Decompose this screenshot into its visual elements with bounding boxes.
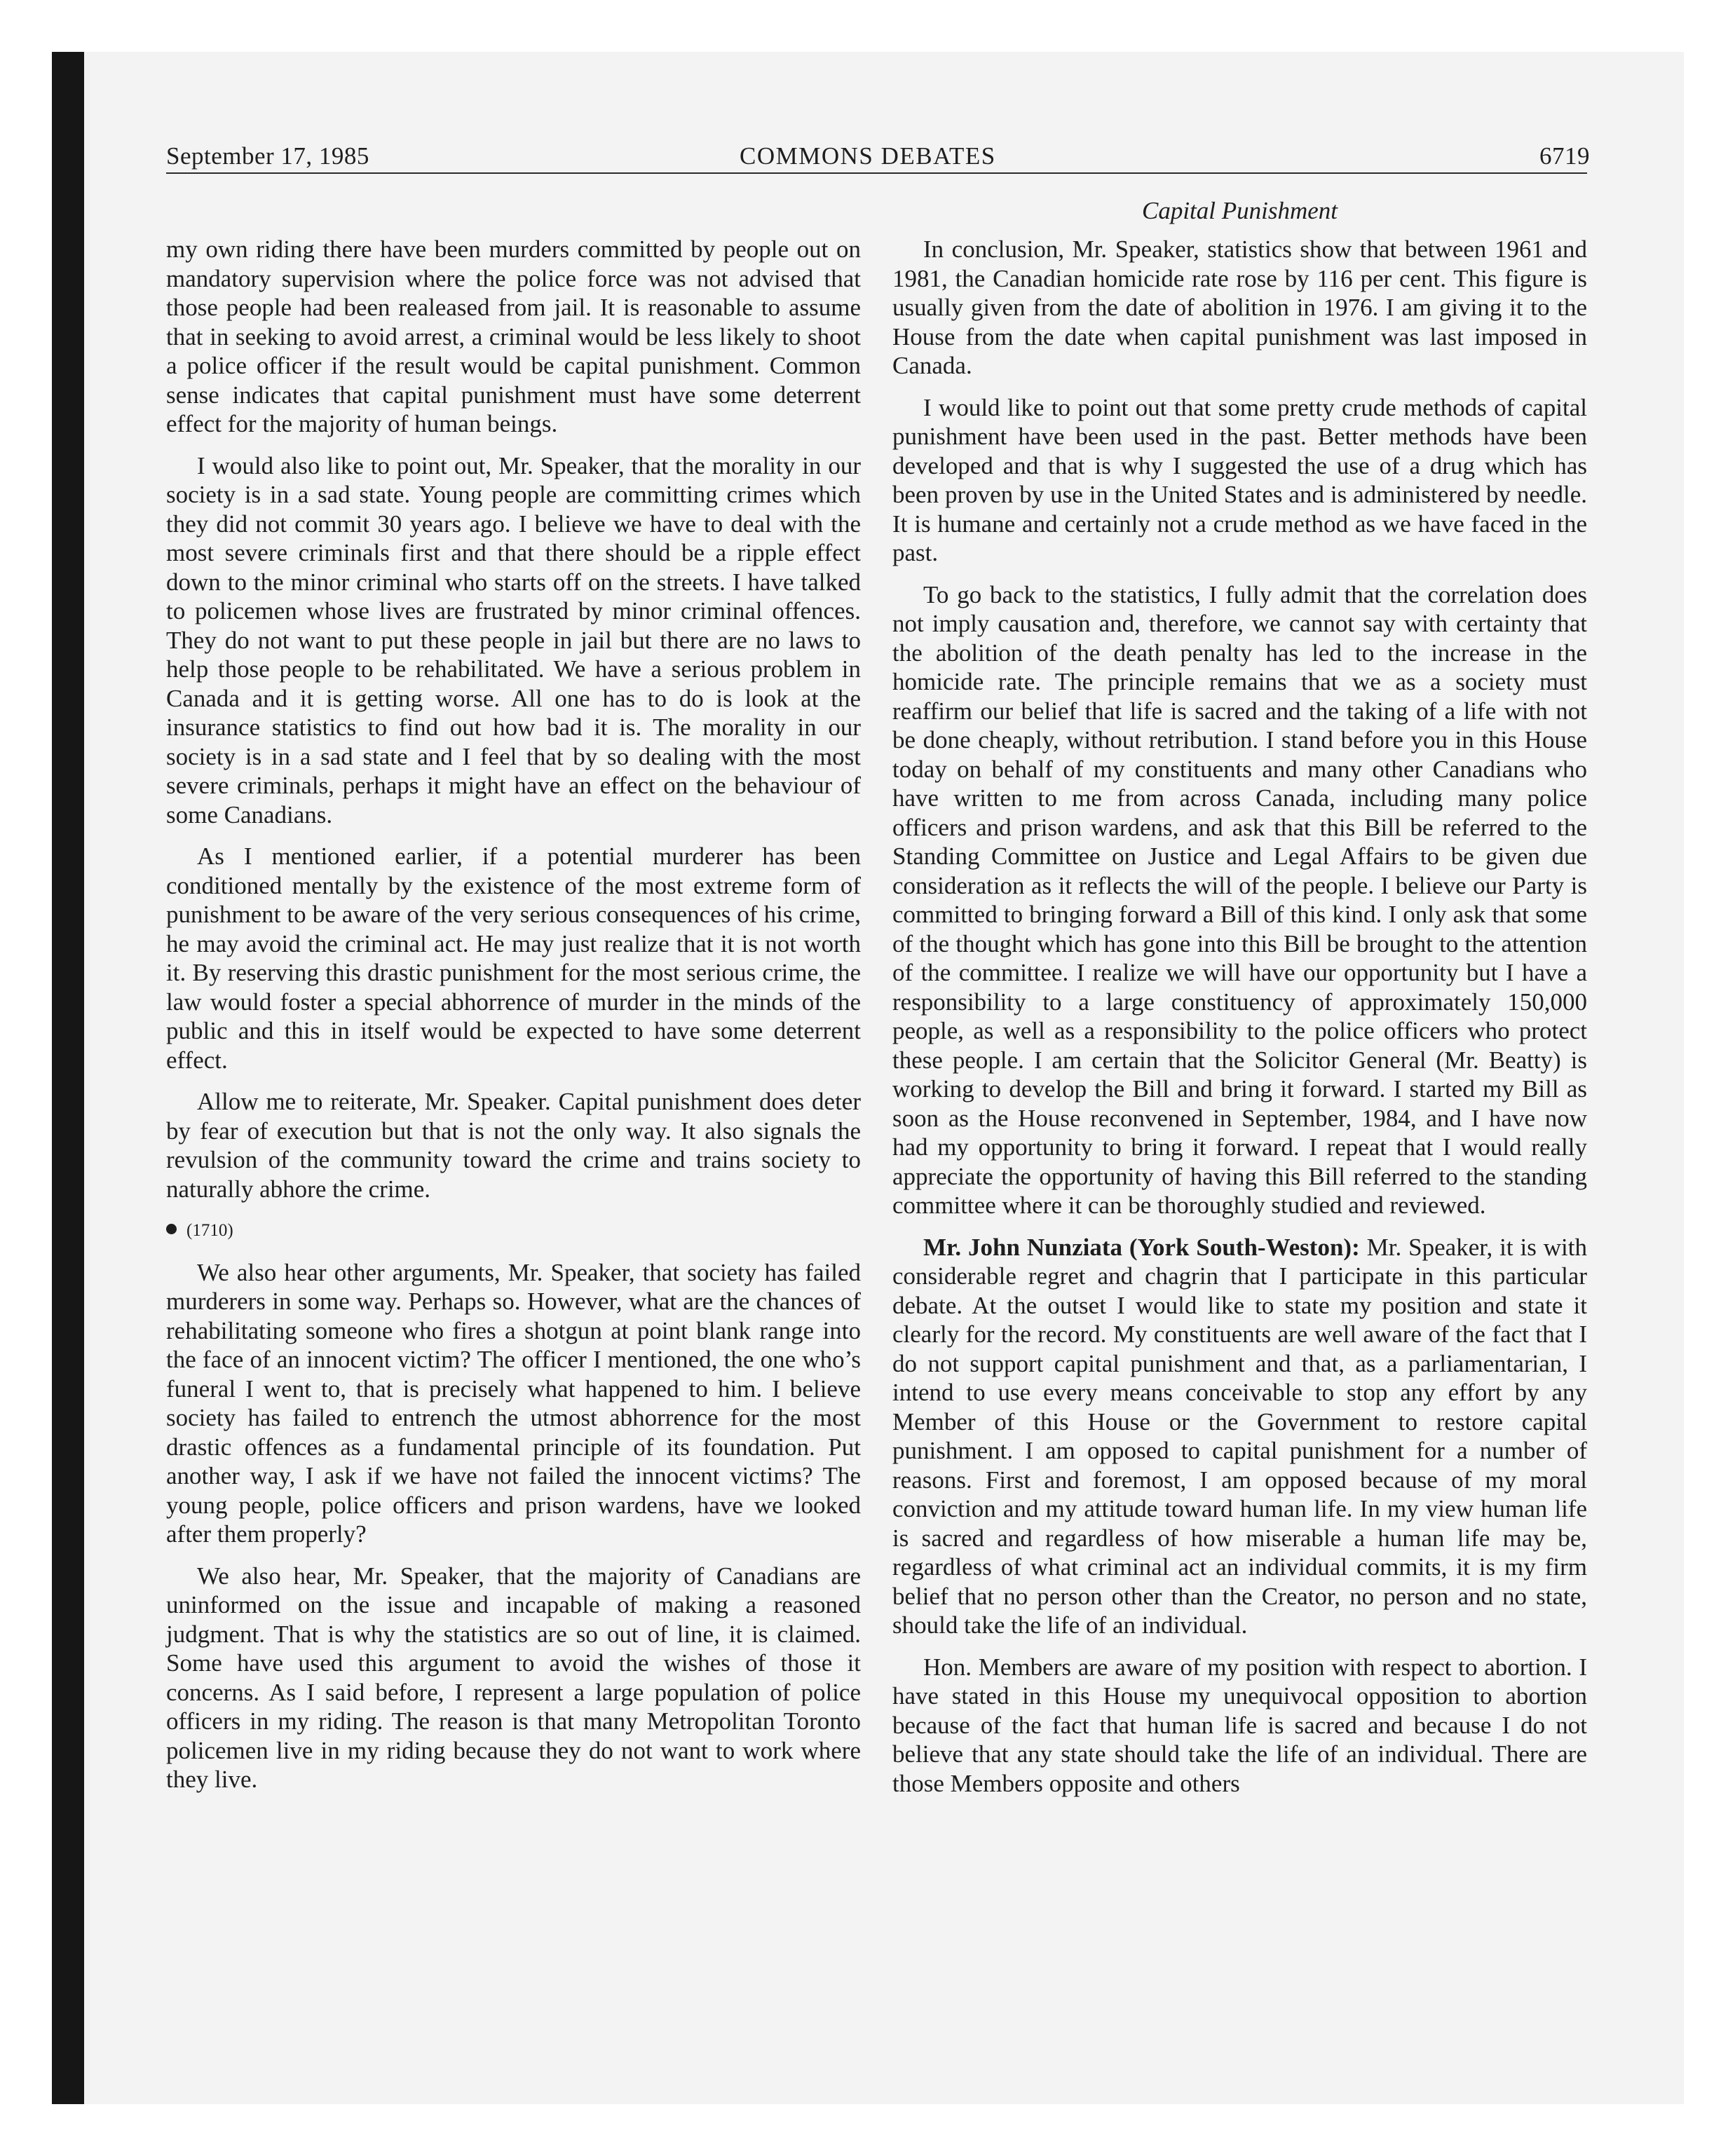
paragraph: I would like to point out that some pretty crude methods of capital punishment have been used in the past. Better methods have been developed and that is why I suggested the use of a drug which has been proven by use in the United States and is administered by needle. It is humane and certainly not a crude method as we have faced in the past. [892,393,1587,566]
left-column [166,235,861,1807]
speaker-name: Mr. John Nunziata (York South-Weston): [923,1233,1360,1261]
paragraph: We also hear, Mr. Speaker, that the majority of Canadians are uninformed on the issue and incapable of making a reasoned judgment. That is why the statistics are so out of line, it is claimed. Some have used this argument to avoid the wishes of those it concerns. As I said before, I represent a large population of police officers in my riding. The reason is that many Metropolitan Toronto policemen live in my riding because they do not want to work where they live. [166,1562,861,1793]
speech-text: Mr. Speaker, it is with considerable regret and chagrin that I participate in this particular debate. At the outset I would like to state my position and state it clearly for the record. My constituents are well aware of the fact that I do not support capital punishment and that, as a parliamentarian, I intend to use every means conceivable to stop any effort by any Member of this House or the Government to restore capital punishment. I am opposed to capital punishment for a number of reasons. First and foremost, I am opposed because of my moral conviction and my attitude toward human life. In my view human life is sacred and regardless of how miserable a human life may be, regardless of what criminal act an individual commits, it is my firm belief that no person other than the Creator, no person and no state, should take the life of an individual. [892,1233,1587,1639]
header-rule [166,172,1587,174]
header-publication: COMMONS DEBATES [740,142,996,170]
section-title: Capital Punishment [1141,197,1338,224]
time-marker-text: (1710) [186,1221,233,1240]
paragraph: Hon. Members are aware of my position with respect to abortion. I have stated in this House my unequivocal opposition to abortion because of the fact that human life is sacred and because I do not believe that any state should take the life of an individual. There are those Members opposite and others [892,1653,1587,1797]
header-page-number: 6719 [1539,142,1590,170]
paragraph: In conclusion, Mr. Speaker, statistics show that between 1961 and 1981, the Canadian homicide rate rose by 116 per cent. This figure is usually given from the date of abolition in 1976. I am giving it to the House from the date when capital punishment was last imposed in Canada. [892,236,1587,379]
header-date: September 17, 1985 [166,142,369,170]
paragraph [892,1233,1587,1640]
paragraph: As I mentioned earlier, if a potential murderer has been conditioned mentally by the existence of the most extreme form of punishment to be aware of the very serious consequences of his crime, he may avoid the criminal act. He may just realize that it is not worth it. By reserving this drastic punishment for the most serious crime, the law would foster a special abhorrence of murder in the minds of the public and this in itself would be expected to have some deterrent effect. [166,842,861,1074]
paragraph: I would also like to point out, Mr. Speaker, that the morality in our society is in a sad state. Young people are committing crimes which they did not commit 30 years ago. I believe we have to deal with the most severe criminals first and that there should be a ripple effect down to the minor criminal who starts off on the streets. I have talked to policemen whose lives are frustrated by minor criminal offences. They do not want to put these people in jail but there are no laws to help those people to be rehabilitated. We have a serious problem in Canada and it is getting worse. All one has to do is look at the insurance statistics to find out how bad it is. The morality in our society is in a sad state and I feel that by so dealing with the most severe criminals, perhaps it might have an effect on the behaviour of some Canadians. [166,451,861,828]
paragraph: To go back to the statistics, I fully admit that the correlation does not imply causation and, therefore, we cannot say with certainty that the abolition of the death penalty has led to the increase in the homicide rate. The principle remains that we as a society must reaffirm our belief that life is sacred and the taking of a life with not be done cheaply, without retribution. I stand before you in this House today on behalf of my constituents and many other Canadians who have written to me from across Canada, including many police officers and prison wardens, and ask that this Bill be referred to the Standing Committee on Justice and Legal Affairs to be given due consideration as it reflects the will of the people. I believe our Party is committed to bringing forward a Bill of this kind. I only ask that some of the thought which has gone into this Bill be brought to the attention of the committee. I realize we will have our opportunity but I have a responsibility to a large constituency of approximately 150,000 people, as well as a responsibility to the police officers who protect these people. I am certain that the Solicitor General (Mr. Beatty) is working to develop the Bill and bring it forward. I started my Bill as soon as the House reconvened in September, 1984, and I have now had my opportunity to bring it forward. I repeat that I would really appreciate the opportunity of having this Bill referred to the standing committee where it can be thoroughly studied and reviewed. [892,580,1587,1219]
paragraph: my own riding there have been murders committed by people out on mandatory supervision where the police force was not advised that those people had been realeased from jail. It is reasonable to assume that in seeking to avoid arrest, a criminal would be less likely to shoot a police officer if the result would be capital punishment. Common sense indicates that capital punishment must have some deterrent effect for the majority of human beings. [166,236,861,437]
time-marker [166,1216,861,1246]
paragraph: We also hear other arguments, Mr. Speaker, that society has failed murderers in some way. Perhaps so. However, what are the chances of rehabilitating someone who fires a shotgun at point blank range into the face of an innocent victim? The officer I mentioned, the one who’s funeral I went to, that is precisely what happened to him. I believe society has failed to entrench the utmost abhorrence for the most drastic offences as a fundamental principle of its foundation. Put another way, I ask if we have not failed the innocent victims? The young people, police officers and prison wardens, have we looked after them properly? [166,1258,861,1548]
paragraph: Allow me to reiterate, Mr. Speaker. Capital punishment does deter by fear of execution but that is not the only way. It also signals the revulsion of the community toward the crime and trains society to naturally abhore the crime. [166,1088,861,1203]
scan-border [52,52,84,2104]
right-column [892,235,1587,1810]
bullet-icon [166,1224,177,1234]
